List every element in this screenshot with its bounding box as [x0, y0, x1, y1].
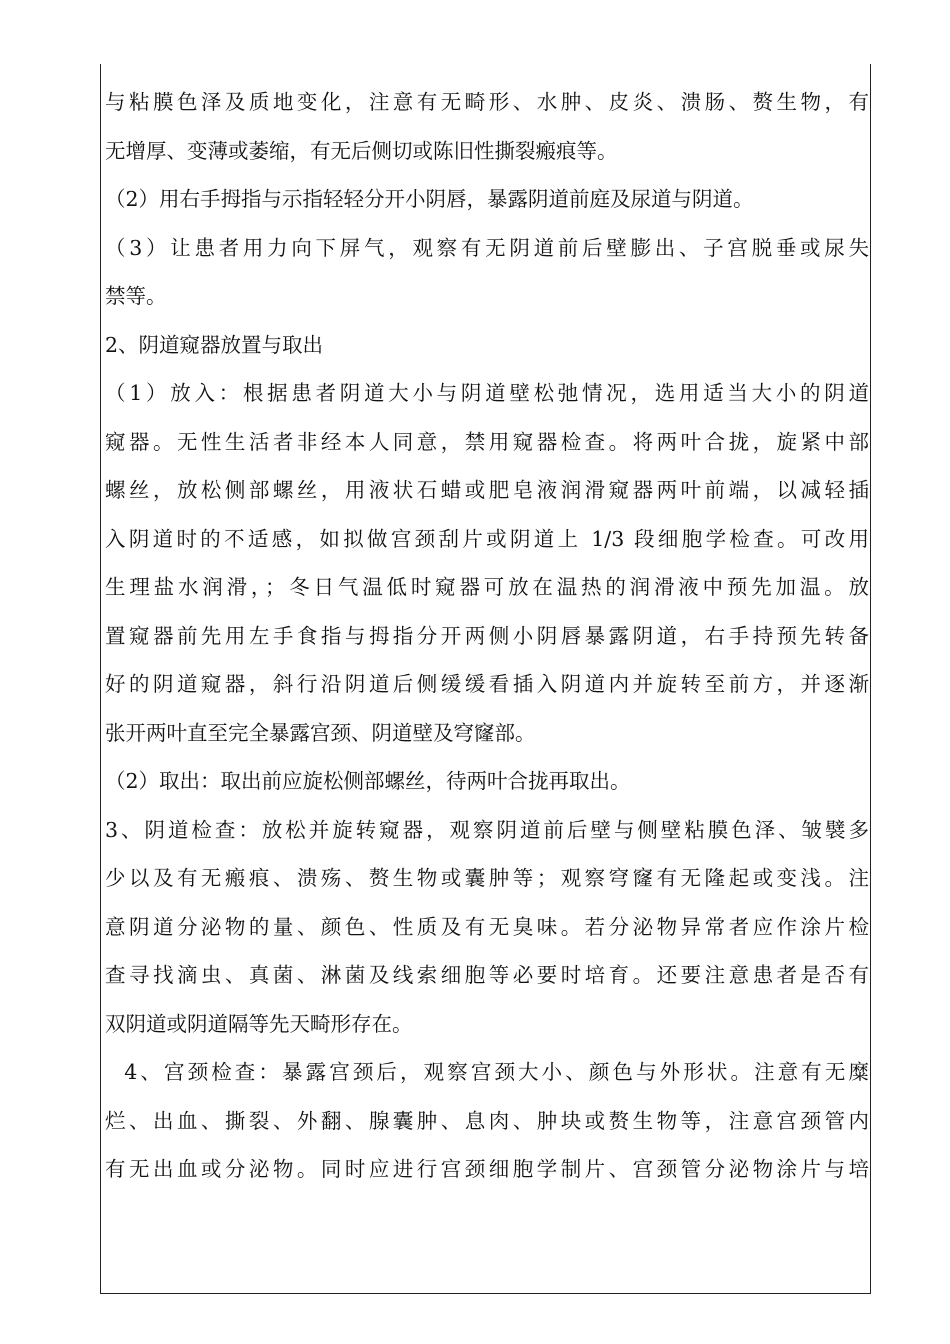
- text-line-3: （2）用右手拇指与示指轻轻分开小阴唇，暴露阴道前庭及尿道与阴道。: [105, 187, 754, 211]
- text-line-11: 生理盐水润滑，；冬日气温低时窥器可放在温热的润滑液中预先加温。放: [105, 575, 869, 599]
- document-frame: [100, 64, 871, 1294]
- document-body: [105, 78, 869, 1194]
- text-line-19: 查寻找滴虫、真菌、淋菌及线索细胞等必要时培育。还要注意患者是否有: [105, 963, 869, 987]
- text-line-5: 禁等。: [105, 284, 167, 308]
- text-line-15: （2）取出：取出前应旋松侧部螺丝，待两叶合拢再取出。: [105, 769, 631, 793]
- text-line-23: 有无出血或分泌物。同时应进行宫颈细胞学制片、宫颈管分泌物涂片与培: [105, 1157, 869, 1181]
- section-heading-4: 4、宫颈检查：暴露宫颈后，观察宫颈大小、颜色与外形状。注意有无糜: [105, 1060, 869, 1084]
- text-line-17: 少以及有无瘢痕、溃殇、赘生物或囊肿等；观察穹窿有无隆起或变浅。注: [105, 866, 869, 890]
- section-heading-3: 3、阴道检查：放松并旋转窥器，观察阴道前后壁与侧壁粘膜色泽、皱襞多: [105, 817, 869, 842]
- text-line-7: （1）放入：根据患者阴道大小与阴道壁松弛情况，选用适当大小的阴道: [105, 381, 869, 405]
- text-line-9: 螺丝，放松侧部螺丝，用液状石蜡或肥皂液润滑窥器两叶前端，以减轻插: [105, 478, 869, 502]
- text-line-12: 置窥器前先用左手食指与拇指分开两侧小阴唇暴露阴道，右手持预先转备: [105, 623, 869, 648]
- text-line-8: 窥器。无性生活者非经本人同意，禁用窥器检查。将两叶合拢，旋紧中部: [105, 429, 869, 454]
- text-line-22: 烂、出血、撕裂、外翻、腺囊肿、息肉、肿块或赘生物等，注意宫颈管内: [105, 1108, 869, 1133]
- text-line-1: 与粘膜色泽及质地变化，注意有无畸形、水肿、皮炎、溃肠、赘生物，有: [105, 90, 869, 114]
- text-line-18: 意阴道分泌物的量、颜色、性质及有无臭味。若分泌物异常者应作涂片检: [105, 914, 869, 939]
- text-line-2: 无增厚、变薄或萎缩，有无后侧切或陈旧性撕裂瘢痕等。: [105, 138, 618, 163]
- text-line-4: （3）让患者用力向下屏气，观察有无阴道前后壁膨出、子宫脱垂或尿失: [105, 235, 869, 260]
- text-line-14: 张开两叶直至完全暴露宫颈、阴道壁及穹窿部。: [105, 720, 536, 745]
- text-line-13: 好的阴道窥器，斜行沿阴道后侧缓缓看插入阴道内并旋转至前方，并逐渐: [105, 672, 869, 696]
- text-line-10: 入阴道时的不适感，如拟做宫颈刮片或阴道上 1/3 段细胞学检查。可改用: [105, 526, 869, 551]
- text-line-20: 双阴道或阴道隔等先天畸形存在。: [105, 1011, 413, 1036]
- section-heading-2: 2、阴道窥器放置与取出: [105, 332, 324, 357]
